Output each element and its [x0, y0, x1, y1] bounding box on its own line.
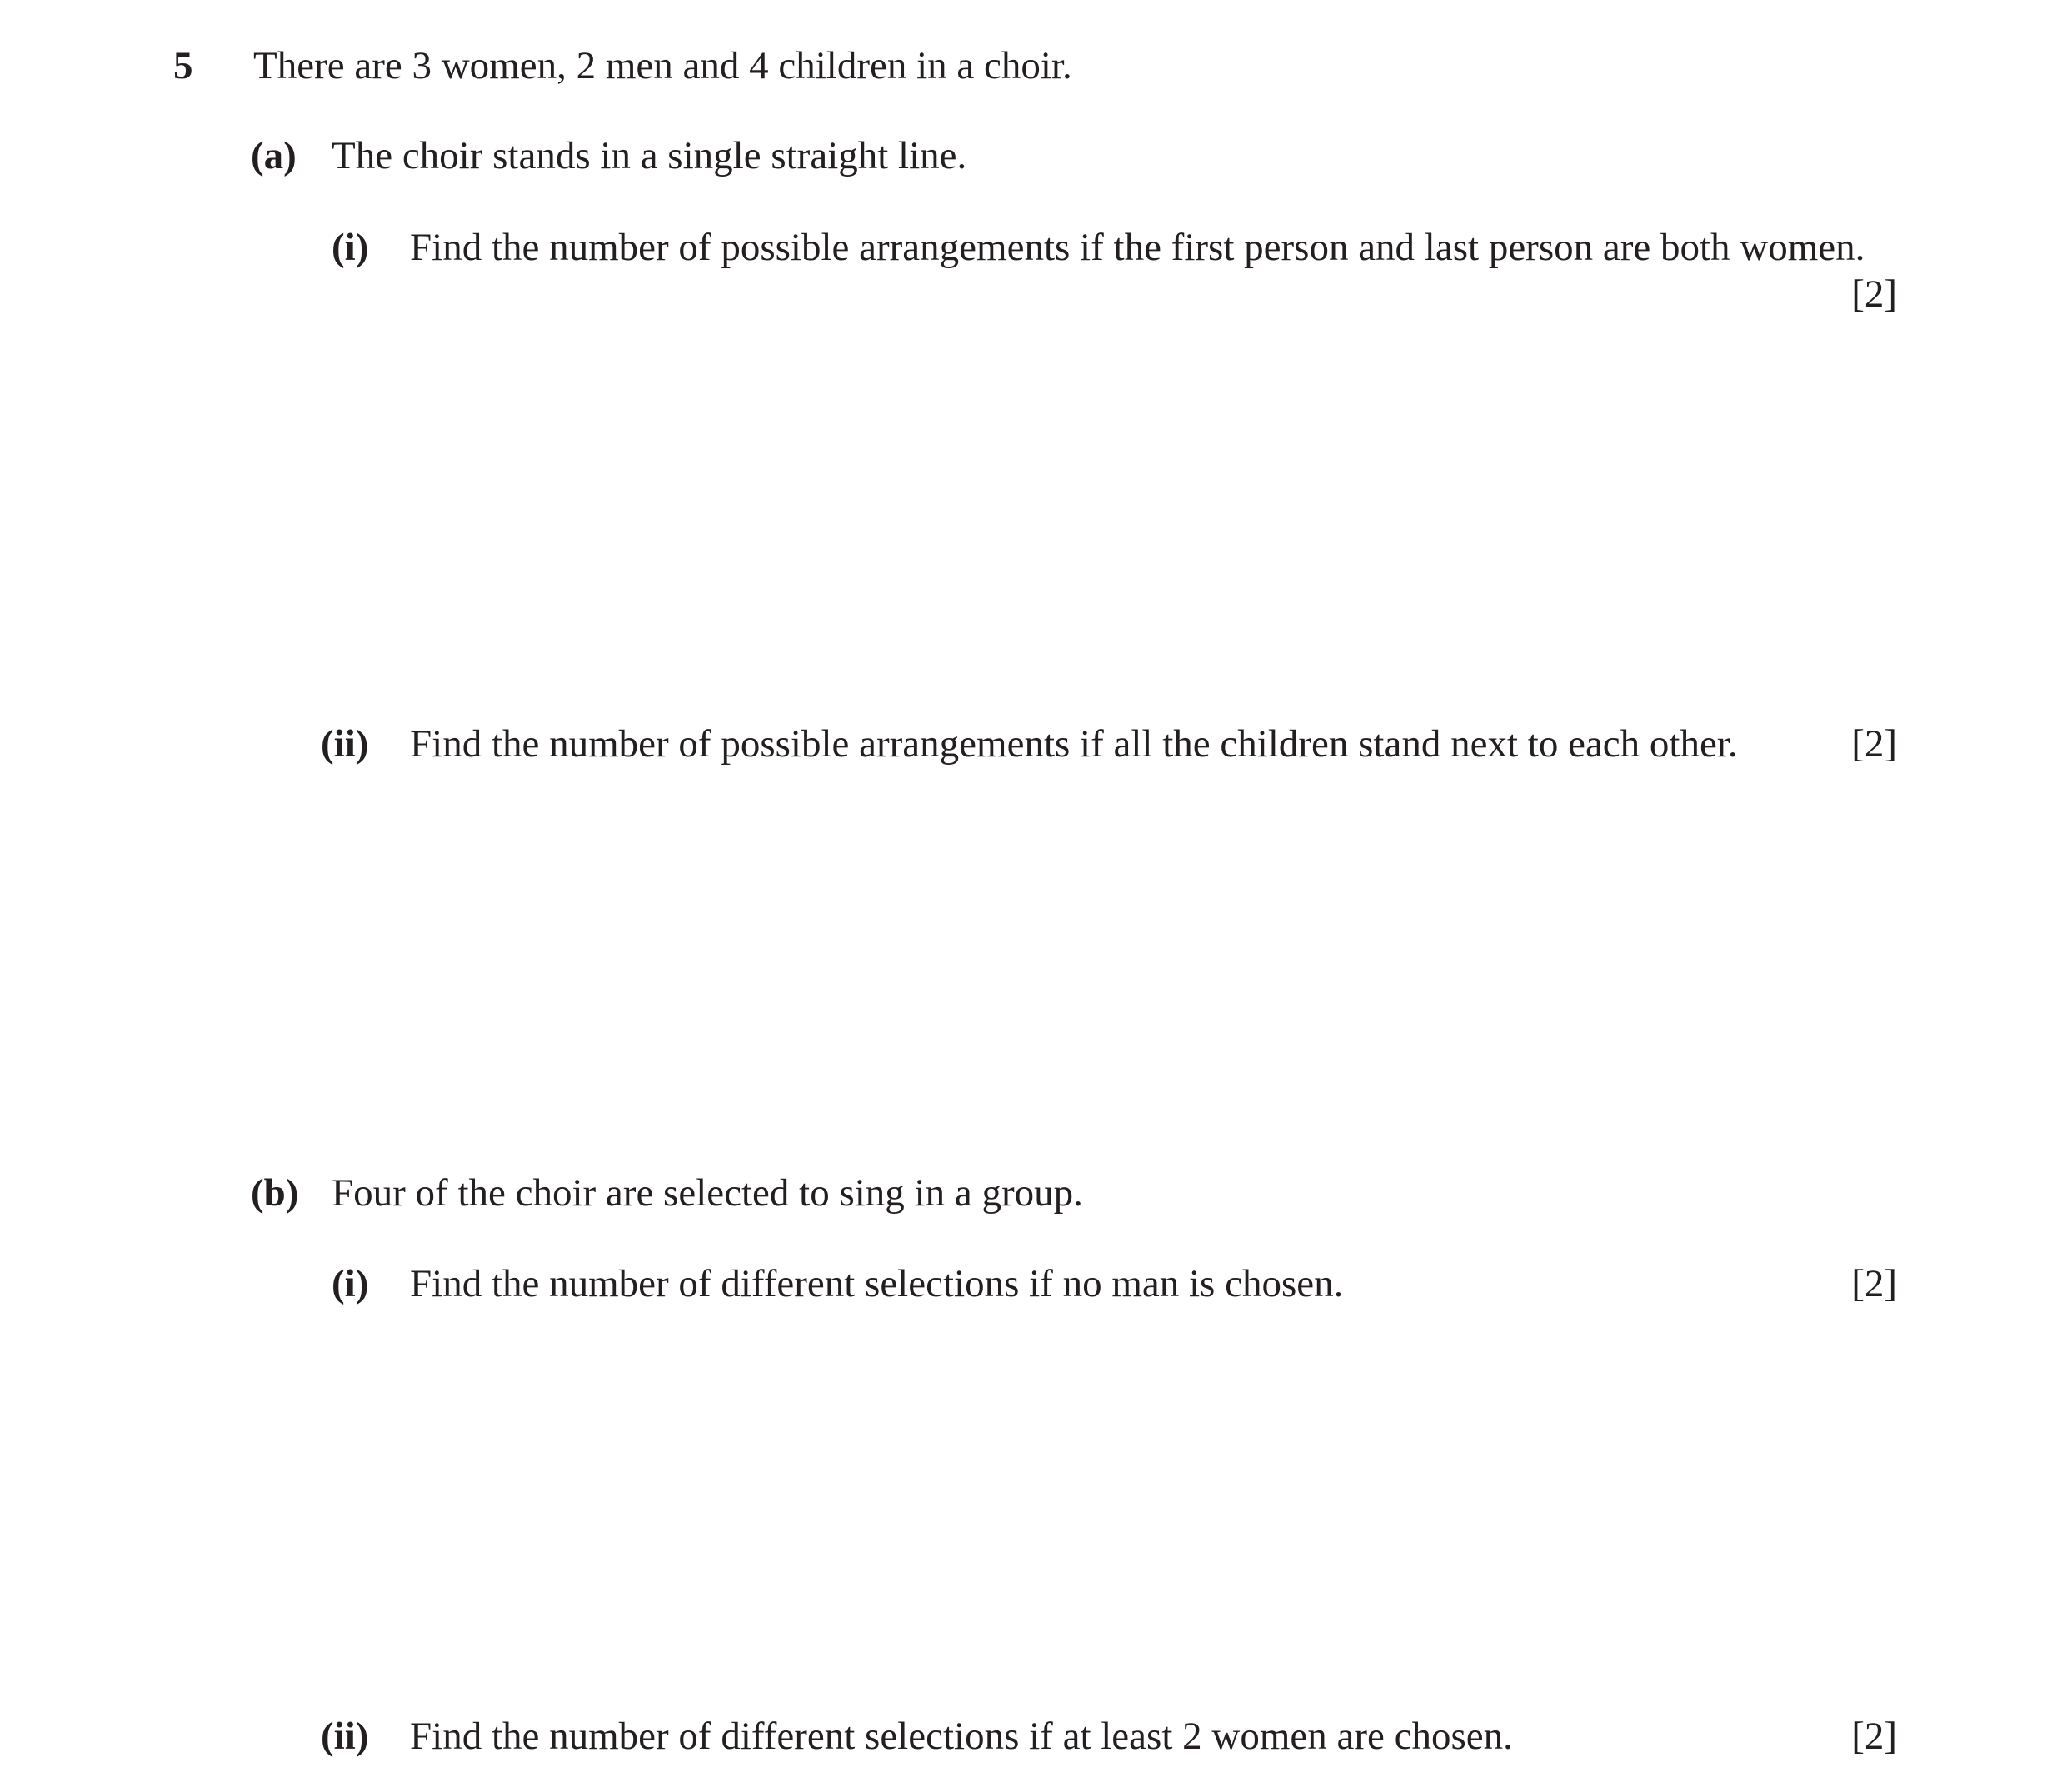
part-b-ii-marks: [2] — [1851, 1715, 1897, 1758]
part-b-i-marks: [2] — [1851, 1262, 1897, 1305]
part-b-ii-text: Find the number of different selections if at least 2 women are chosen. — [410, 1715, 1513, 1758]
part-b-i-label: (i) — [332, 1262, 369, 1305]
part-a-text: The choir stands in a single straight line. — [332, 134, 967, 177]
part-a-ii-marks: [2] — [1851, 722, 1897, 766]
part-b-text: Four of the choir are selected to sing in a group. — [332, 1171, 1083, 1215]
part-b-ii-label: (ii) — [321, 1715, 369, 1758]
part-b-i-text: Find the number of different selections if no man is chosen. — [410, 1262, 1344, 1305]
part-b-label: (b) — [251, 1171, 299, 1215]
question-stem: There are 3 women, 2 men and 4 children in a choir. — [253, 44, 1072, 87]
part-a-i-text: Find the number of possible arrangements if the first person and last person are both women. — [410, 226, 1865, 269]
part-a-ii-label: (ii) — [321, 722, 369, 766]
part-a-i-marks: [2] — [1851, 272, 1897, 316]
part-a-i-label: (i) — [332, 226, 369, 269]
part-a-ii-text: Find the number of possible arrangements if all the children stand next to each other. — [410, 722, 1738, 766]
part-a-label: (a) — [251, 134, 297, 177]
question-number: 5 — [173, 44, 193, 87]
